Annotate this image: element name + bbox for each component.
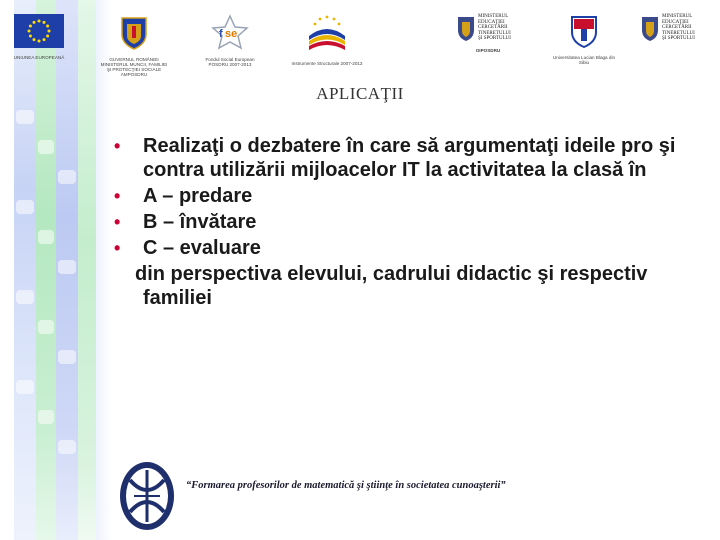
logo-caption: Universitatea Lucian Blaga din Sibiu bbox=[552, 55, 616, 65]
slide-content bbox=[112, 134, 712, 310]
bullet-text: Realizaţi o dezbatere în care să argumentaţi ideile pro şi contra utilizării mijloacelor IT la activitatea la clasă în bbox=[143, 135, 676, 181]
closing-text: din perspectiva elevului, cadrului didactic şi respectiv familiei bbox=[135, 263, 648, 309]
instrumente-structurale-logo bbox=[290, 14, 364, 66]
ministry-logo-right bbox=[640, 14, 710, 42]
svg-text:se: se bbox=[225, 28, 238, 40]
bullet-icon: • bbox=[114, 136, 121, 156]
ministry-crest-icon bbox=[456, 14, 476, 42]
romania-coat-of-arms-logo bbox=[100, 14, 168, 77]
fse-star-icon bbox=[205, 14, 255, 50]
university-crest-logo bbox=[552, 14, 616, 65]
list-item bbox=[112, 210, 712, 234]
project-slogan: “Formarea profesorilor de matematică şi ştiinţe în societatea cunoaşterii” bbox=[186, 480, 506, 491]
coat-of-arms-icon bbox=[119, 14, 149, 50]
bullet-icon: • bbox=[114, 212, 121, 232]
list-item bbox=[112, 134, 712, 182]
ministry-logo-oiposdru bbox=[456, 14, 520, 53]
bullet-icon: • bbox=[114, 186, 121, 206]
fse-logo bbox=[196, 14, 264, 67]
logo-caption: Fondul Social European POSDRU 2007-2013 bbox=[205, 57, 255, 67]
bullet-icon: • bbox=[114, 238, 121, 258]
logo-caption: UNIUNEA EUROPEANĂ bbox=[13, 55, 65, 60]
logo-caption: OIPOSDRU bbox=[475, 48, 501, 53]
list-item bbox=[112, 236, 712, 260]
logo-caption: Instrumente Structurale 2007-2013 bbox=[291, 61, 363, 66]
logo-strip bbox=[0, 0, 720, 82]
ministry-crest-icon bbox=[640, 14, 660, 42]
university-crest-icon bbox=[569, 14, 599, 48]
bullet-text: B – învătare bbox=[143, 211, 257, 233]
footer bbox=[118, 458, 638, 534]
bullet-text: A – predare bbox=[143, 185, 253, 207]
logo-caption: GUVERNUL ROMÂNIEI MINISTERUL MUNCII, FAMILIEI ŞI PROTECŢIEI SOCIALE AMPOSDRU bbox=[100, 57, 168, 77]
list-item bbox=[112, 184, 712, 208]
slide-title: APLICAŢII bbox=[316, 84, 404, 103]
eu-flag-icon bbox=[14, 14, 64, 48]
project-emblem-icon bbox=[118, 460, 176, 532]
structural-instruments-icon bbox=[303, 14, 351, 54]
ministry-emblem: MINISTERUL EDUCAŢIEI CERCETĂRII TINERETULUI ŞI SPORTULUI bbox=[456, 14, 520, 42]
ministry-emblem: MINISTERUL EDUCAŢIEI CERCETĂRII TINERETULUI ŞI SPORTULUI bbox=[640, 14, 710, 42]
svg-text:f: f bbox=[219, 28, 223, 40]
bullet-text: C – evaluare bbox=[143, 237, 261, 259]
eu-flag-logo bbox=[12, 14, 66, 60]
